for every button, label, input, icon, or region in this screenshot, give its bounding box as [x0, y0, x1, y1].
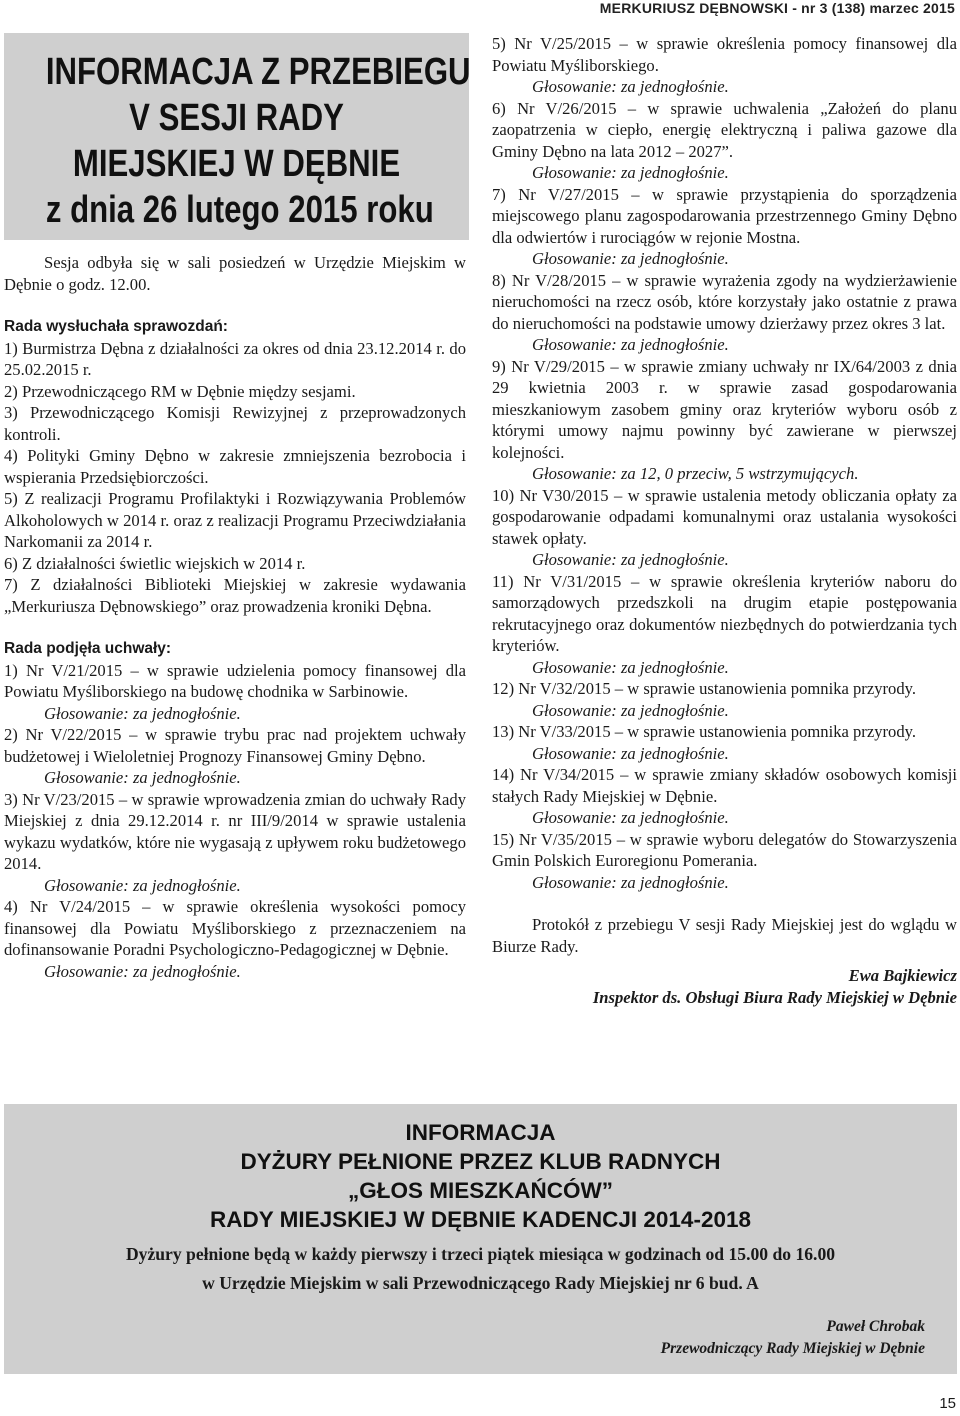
duty-location: w Urzędzie Miejskim w sali Przewodniczącego Rady Miejskiej nr 6 bud. A [202, 1273, 759, 1293]
left-column [4, 252, 466, 982]
newsletter-issue-header: MERKURIUSZ DĘBNOWSKI - nr 3 (138) marzec 2015 [599, 0, 955, 16]
title-line-1: INFORMACJA Z PRZEBIEGU [45, 51, 471, 93]
duty-schedule: Dyżury pełnione będą w każdy pierwszy i trzeci piątek miesiąca w godzinach od 15.00 do 16.00 [125, 1244, 836, 1264]
report-item: 7) Z działalności Biblioteki Miejskiej w zakresie wydawania „Merkuriusza Dębnowskiego” oraz prowadzenia kroniki Dębna. [4, 575, 466, 616]
session-intro: Sesja odbyła się w sali posiedzeń w Urzędzie Miejskim w Dębnie o godz. 12.00. [4, 253, 466, 294]
vote-result: Głosowanie: za jednogłośnie. [532, 335, 729, 354]
vote-result: Głosowanie: za jednogłośnie. [532, 743, 729, 763]
page-number: 15 [939, 1395, 956, 1412]
resolution-item: 9) Nr V/29/2015 – w sprawie zmiany uchwały nr IX/64/2003 z dnia 29 kwietnia 2003 r. w sprawie zasad gospodarowania mieszkaniowym zasobem gminy oraz kryteriów wyboru osób z którymi umowy najmu powinny być zawierane w pierwszej kolejności. [492, 356, 957, 462]
info-heading: RADY MIEJSKIEJ W DĘBNIE KADENCJI 2014-2018 [209, 1207, 751, 1232]
info-signature-name: Paweł Chrobak [826, 1318, 925, 1335]
resolution-item: 11) Nr V/31/2015 – w sprawie określenia kryteriów naboru do samorządowych przedszkoli na drugim etapie postępowania rekrutacyjnego oraz dokumentów niezbędnych do potwierdzania tych kryteriów. [492, 571, 957, 655]
report-item: 4) Polityki Gminy Dębno w zakresie zmniejszenia bezrobocia i wspierania Przedsiębiorczości. [4, 446, 466, 487]
resolution-item: 2) Nr V/22/2015 – w sprawie trybu prac nad projektem uchwały budżetowej i Wieloletniej Prognozy Finansowej Gminy Dębno. [4, 725, 466, 766]
vote-result: Głosowanie: za jednogłośnie. [44, 961, 241, 981]
vote-result: Głosowanie: za jednogłośnie. [44, 703, 241, 723]
vote-result: Głosowanie: za jednogłośnie. [532, 249, 729, 268]
resolution-item: 1) Nr V/21/2015 – w sprawie udzielenia pomocy finansowej dla Powiatu Myśliborskiego na budowę chodnika w Sarbinowie. [4, 660, 466, 701]
resolution-item: 12) Nr V/32/2015 – w sprawie ustanowienia pomnika przyrody. [492, 679, 916, 698]
title-line-3: MIEJSKIEJ W DĘBNIE [72, 143, 401, 185]
club-duty-info-box [4, 1104, 957, 1374]
info-heading: „GŁOS MIESZKAŃCÓW” [348, 1178, 613, 1203]
vote-result: Głosowanie: za jednogłośnie. [532, 77, 729, 96]
reports-heading: Rada wysłuchała sprawozdań: [4, 318, 228, 335]
resolution-item: 3) Nr V/23/2015 – w sprawie wprowadzenia zmian do uchwały Rady Miejskiej z dnia 29.12.2014 r. nr III/9/2014 w sprawie ustalenia wykazu wydatków, które nie wygasają z upływem roku budżetowego 2014. [4, 789, 466, 873]
right-column [492, 33, 957, 1008]
resolution-item: 10) Nr V30/2015 – w sprawie ustalenia metody obliczania opłaty za gospodarowanie odpadami komunalnymi oraz ustalania wysokości stawek opłaty. [492, 485, 957, 548]
info-heading: DYŻURY PEŁNIONE PRZEZ KLUB RADNYCH [240, 1149, 721, 1174]
session-title-box [4, 33, 469, 240]
vote-result: Głosowanie: za jednogłośnie. [44, 768, 241, 787]
resolution-item: 5) Nr V/25/2015 – w sprawie określenia pomocy finansowej dla Powiatu Myśliborskiego. [492, 34, 957, 75]
report-item: 1) Burmistrza Dębna z działalności za okres od dnia 23.12.2014 r. do 25.02.2015 r. [4, 338, 466, 379]
resolution-item: 14) Nr V/34/2015 – w sprawie zmiany składów osobowych komisji stałych Rady Miejskiej w Dębnie. [492, 765, 957, 806]
vote-result: Głosowanie: za jednogłośnie. [532, 700, 729, 720]
vote-result: Głosowanie: za jednogłośnie. [532, 808, 729, 827]
title-line-2: V SESJI RADY [129, 97, 344, 139]
signature-name: Ewa Bajkiewicz [848, 966, 957, 985]
protocol-note: Protokół z przebiegu V sesji Rady Miejskiej jest do wglądu w Biurze Rady. [492, 915, 957, 956]
report-item: 5) Z realizacji Programu Profilaktyki i Rozwiązywania Problemów Alkoholowych w 2014 r. oraz z realizacji Programu Przeciwdziałania Narkomanii za 2014 r. [4, 489, 466, 551]
resolutions-heading: Rada podjęła uchwały: [4, 640, 172, 657]
info-heading: INFORMACJA [405, 1120, 556, 1145]
vote-result: Głosowanie: za 12, 0 przeciw, 5 wstrzymujących. [532, 464, 859, 483]
resolution-item: 13) Nr V/33/2015 – w sprawie ustanowienia pomnika przyrody. [492, 722, 916, 741]
report-item: 3) Przewodniczącego Komisji Rewizyjnej z przeprowadzonych kontroli. [4, 403, 466, 444]
vote-result: Głosowanie: za jednogłośnie. [532, 163, 729, 182]
vote-result: Głosowanie: za jednogłośnie. [532, 872, 729, 892]
resolution-item: 8) Nr V/28/2015 – w sprawie wyrażenia zgody na wydzierżawienie nieruchomości na rzecz osób, które korzystały jako ostatnie z prawa do nieruchomości na podstawie umowy dzierżawy przez okres 3 lat. [492, 270, 957, 333]
info-signature-role: Przewodniczący Rady Miejskiej w Dębnie [660, 1340, 925, 1357]
signature-role: Inspektor ds. Obsługi Biura Rady Miejskiej w Dębnie [592, 987, 957, 1007]
report-item: 2) Przewodniczącego RM w Dębnie między sesjami. [4, 381, 356, 401]
resolution-item: 6) Nr V/26/2015 – w sprawie uchwalenia „Założeń do planu zaopatrzenia w ciepło, energię elektryczną i paliwa gazowe dla Gminy Dębno na lata 2012 – 2027”. [492, 98, 957, 161]
title-line-4: z dnia 26 lutego 2015 roku [45, 189, 434, 231]
vote-result: Głosowanie: za jednogłośnie. [532, 550, 729, 569]
vote-result: Głosowanie: za jednogłośnie. [532, 657, 729, 677]
resolution-item: 15) Nr V/35/2015 – w sprawie wyboru delegatów do Stowarzyszenia Gmin Polskich Euroregionu Pomerania. [492, 829, 957, 870]
resolution-item: 7) Nr V/27/2015 – w sprawie przystąpienia do sporządzenia miejscowego planu zagospodarowania przestrzennego Gminy Dębno dla odwiertów i rurociągów w rejonie Mostna. [492, 184, 957, 247]
vote-result: Głosowanie: za jednogłośnie. [44, 875, 241, 895]
resolution-item: 4) Nr V/24/2015 – w sprawie określenia wysokości pomocy finansowej dla Powiatu Myśliborskiego z przeznaczeniem na dofinansowanie Poradni Psychologiczno-Pedagogicznej w Dębnie. [4, 897, 466, 959]
report-item: 6) Z działalności świetlic wiejskich w 2014 r. [4, 553, 306, 573]
